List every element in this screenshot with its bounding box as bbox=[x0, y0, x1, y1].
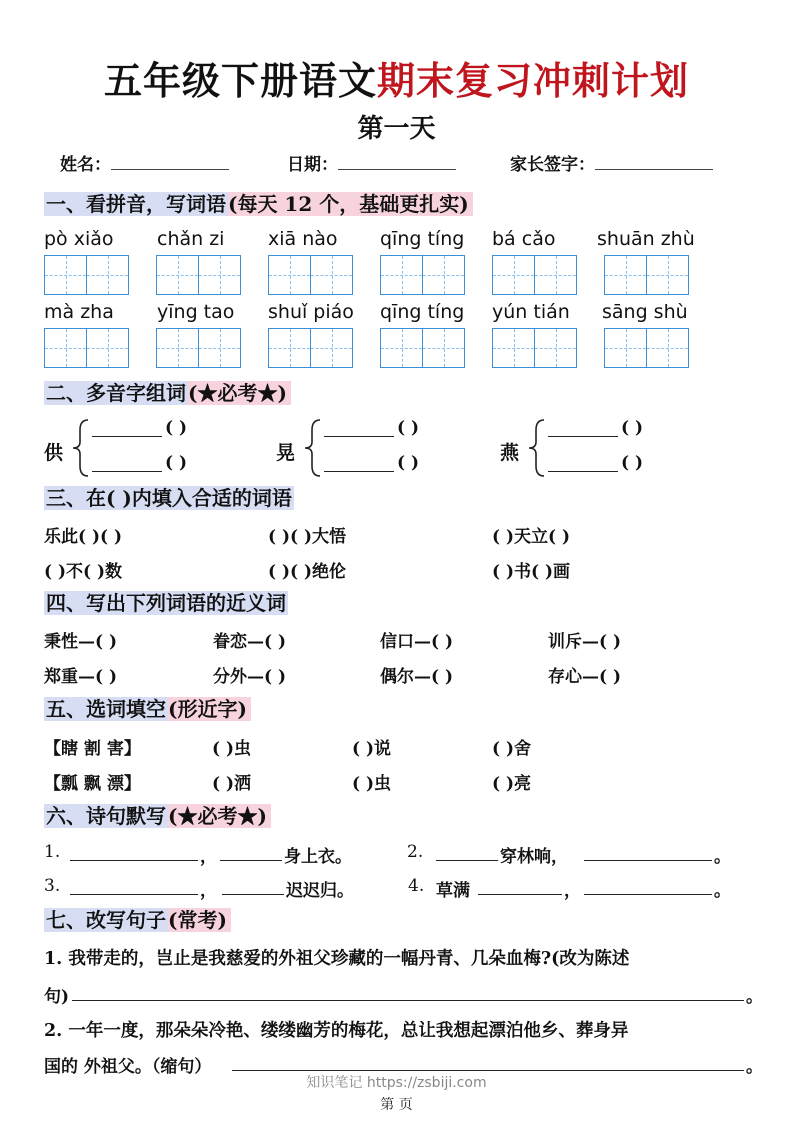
synonym-fill[interactable]: 偶尔—( ) bbox=[380, 667, 454, 687]
poem-comma: ， bbox=[564, 881, 581, 901]
writing-grid[interactable] bbox=[380, 255, 465, 295]
answer-blank[interactable] bbox=[548, 455, 618, 472]
pinyin-label: mà zha bbox=[44, 301, 114, 323]
writing-grid[interactable] bbox=[492, 255, 577, 295]
section-3-title: 三、在( )内填入合适的词语 bbox=[46, 486, 292, 510]
polyphone-char: 供 bbox=[44, 442, 64, 464]
rewrite-question-1-cont: 句) bbox=[44, 987, 70, 1007]
word-fill[interactable]: ( )舍 bbox=[492, 739, 532, 759]
rewrite-question-1: 1. 我带走的，岂止是我慈爱的外祖父珍藏的一幅丹青、几朵血梅?(改为陈述 bbox=[44, 949, 630, 969]
page-title bbox=[0, 50, 793, 105]
pinyin-label: sāng shù bbox=[602, 301, 688, 323]
word-fill[interactable]: ( )说 bbox=[352, 739, 392, 759]
pinyin-paren[interactable]: ( ) bbox=[397, 453, 420, 473]
word-fill[interactable]: ( )洒 bbox=[212, 774, 252, 794]
synonym-fill[interactable]: 存心—( ) bbox=[548, 667, 622, 687]
writing-grid[interactable] bbox=[44, 328, 129, 368]
writing-grid[interactable] bbox=[44, 255, 129, 295]
answer-blank[interactable] bbox=[72, 984, 744, 1001]
word-fill[interactable]: ( )亮 bbox=[492, 774, 532, 794]
section-4-title: 四、写出下列词语的近义词 bbox=[46, 591, 286, 615]
watermark: 知识笔记 https://zsbiji.com bbox=[306, 1075, 487, 1091]
poem-blank[interactable] bbox=[584, 878, 712, 895]
idiom-fill[interactable]: 乐此( )( ) bbox=[44, 527, 123, 547]
writing-grid[interactable] bbox=[156, 255, 241, 295]
pinyin-paren[interactable]: ( ) bbox=[165, 453, 188, 473]
pinyin-label: xiā nào bbox=[268, 228, 338, 250]
poem-number: 4. bbox=[408, 876, 425, 896]
synonym-fill[interactable]: 郑重—( ) bbox=[44, 667, 118, 687]
word-choices: 【瓢 飘 漂】 bbox=[44, 774, 141, 794]
name-field[interactable]: 姓名： bbox=[60, 150, 229, 175]
date-field[interactable]: 日期： bbox=[287, 150, 456, 175]
idiom-fill[interactable]: ( )书( )画 bbox=[492, 562, 571, 582]
writing-grid[interactable] bbox=[604, 255, 689, 295]
poem-period: 。 bbox=[714, 881, 731, 901]
pinyin-label: bá cǎo bbox=[492, 228, 556, 250]
idiom-fill[interactable]: ( )( )绝伦 bbox=[268, 562, 347, 582]
brace-icon bbox=[302, 418, 324, 478]
polyphone-char: 晃 bbox=[276, 442, 296, 464]
section-1-title: 一、看拼音，写词语 (每天 12 个，基础更扎实) bbox=[44, 188, 473, 220]
pinyin-label: shuǐ piáo bbox=[268, 301, 354, 323]
rewrite-question-2: 2. 一年一度，那朵朵冷艳、缕缕幽芳的梅花，总让我想起漂泊他乡、葬身异 bbox=[44, 1021, 629, 1041]
poem-blank[interactable] bbox=[478, 878, 562, 895]
word-choices: 【瞎 割 害】 bbox=[44, 739, 141, 759]
pinyin-label: yīng tao bbox=[157, 301, 235, 323]
poem-number: 1. bbox=[44, 842, 61, 862]
poem-number: 2. bbox=[407, 842, 424, 862]
pinyin-paren[interactable]: ( ) bbox=[397, 418, 420, 438]
answer-blank[interactable] bbox=[92, 420, 162, 437]
pinyin-label: qīng tíng bbox=[380, 228, 465, 250]
answer-period: 。 bbox=[746, 987, 763, 1007]
page-subtitle: 第一天 bbox=[357, 114, 436, 144]
poem-blank[interactable] bbox=[222, 878, 284, 895]
idiom-fill[interactable]: ( )不( )数 bbox=[44, 562, 123, 582]
pinyin-label: pò xiǎo bbox=[44, 228, 114, 250]
poem-blank[interactable] bbox=[436, 844, 498, 861]
writing-grid[interactable] bbox=[604, 328, 689, 368]
title-red: 期末复习冲刺计划 bbox=[377, 58, 690, 103]
word-fill[interactable]: ( )虫 bbox=[352, 774, 392, 794]
poem-text: 身上衣。 bbox=[284, 847, 352, 867]
pinyin-paren[interactable]: ( ) bbox=[165, 418, 188, 438]
poem-comma: ， bbox=[200, 847, 217, 867]
poem-blank[interactable] bbox=[70, 878, 198, 895]
section-5-title: 五、选词填空 (形近字) bbox=[44, 693, 251, 725]
poem-blank[interactable] bbox=[220, 844, 282, 861]
synonym-fill[interactable]: 分外—( ) bbox=[213, 667, 287, 687]
poem-text: 迟迟归。 bbox=[286, 881, 354, 901]
synonym-fill[interactable]: 眷恋—( ) bbox=[213, 632, 287, 652]
poem-blank[interactable] bbox=[70, 844, 198, 861]
page-number: 第 页 bbox=[380, 1097, 413, 1113]
pinyin-paren[interactable]: ( ) bbox=[621, 453, 644, 473]
brace-icon bbox=[526, 418, 548, 478]
title-black: 五年级下册语文 bbox=[103, 58, 377, 103]
writing-grid[interactable] bbox=[268, 255, 353, 295]
polyphone-char: 燕 bbox=[500, 442, 520, 464]
writing-grid[interactable] bbox=[268, 328, 353, 368]
section-2-title: 二、多音字组词 (★必考★) bbox=[44, 377, 291, 409]
writing-grid[interactable] bbox=[156, 328, 241, 368]
poem-text: 草满 bbox=[436, 881, 470, 901]
poem-comma: ， bbox=[200, 881, 217, 901]
answer-blank[interactable] bbox=[232, 1054, 744, 1071]
answer-period: 。 bbox=[746, 1057, 763, 1077]
answer-blank[interactable] bbox=[92, 455, 162, 472]
poem-text: 穿林响， bbox=[500, 847, 568, 867]
pinyin-label: shuān zhù bbox=[597, 228, 695, 250]
rewrite-question-2-cont: 国的 外祖父。（缩句） bbox=[44, 1057, 212, 1077]
synonym-fill[interactable]: 秉性—( ) bbox=[44, 632, 118, 652]
poem-number: 3. bbox=[44, 876, 61, 896]
section-7-title: 七、改写句子 (常考) bbox=[44, 904, 231, 936]
pinyin-label: chǎn zi bbox=[157, 228, 225, 250]
brace-icon bbox=[70, 418, 92, 478]
answer-blank[interactable] bbox=[548, 420, 618, 437]
idiom-fill[interactable]: ( )天立( ) bbox=[492, 527, 571, 547]
poem-period: 。 bbox=[714, 847, 731, 867]
pinyin-paren[interactable]: ( ) bbox=[621, 418, 644, 438]
synonym-fill[interactable]: 信口—( ) bbox=[380, 632, 454, 652]
synonym-fill[interactable]: 训斥—( ) bbox=[548, 632, 622, 652]
idiom-fill[interactable]: ( )( )大悟 bbox=[268, 527, 347, 547]
pinyin-label: yún tián bbox=[492, 301, 570, 323]
pinyin-label: qīng tíng bbox=[380, 301, 465, 323]
section-6-title: 六、诗句默写 (★必考★) bbox=[44, 800, 271, 832]
answer-blank[interactable] bbox=[324, 455, 394, 472]
word-fill[interactable]: ( )虫 bbox=[212, 739, 252, 759]
poem-blank[interactable] bbox=[584, 844, 712, 861]
answer-blank[interactable] bbox=[324, 420, 394, 437]
writing-grid[interactable] bbox=[380, 328, 465, 368]
writing-grid[interactable] bbox=[492, 328, 577, 368]
parent-sign-field[interactable]: 家长签字： bbox=[510, 150, 713, 175]
